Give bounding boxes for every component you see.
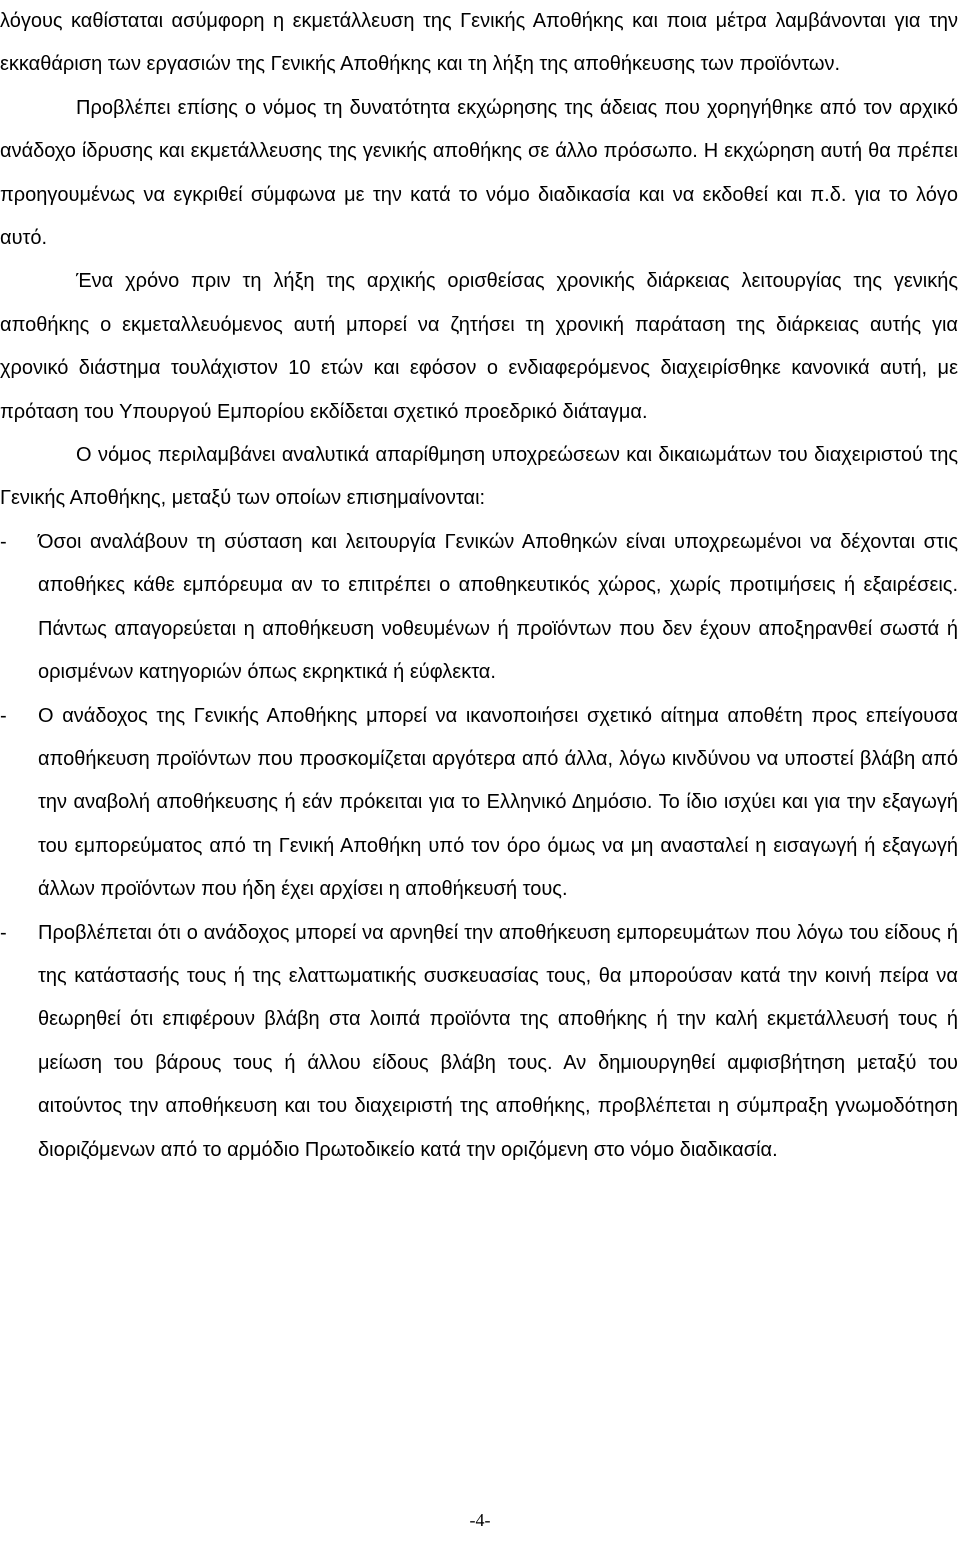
list-item-text: Προβλέπεται ότι ο ανάδοχος μπορεί να αρνηθεί την αποθήκευση εμπορευμάτων που λόγω του είδους ή της κατάστασής τους ή της ελαττωματικής συσκευασίας τους, θα μπορούσαν κατά την κοινή πείρα να θεωρηθεί ότι επιφέρουν βλάβη στα λοιπά προϊόντα της αποθήκης ή την καλή εκμετάλλευσή τους ή μείωση του βάρους τους ή άλλου είδους βλάβη τους. Αν δημιουργηθεί αμφισβήτηση μεταξύ του αιτούντος την αποθήκευση και του διαχειριστή της αποθήκης, προβλέπεται η σύμπραξη γνωμοδότηση διοριζόμενων από το αρμόδιο Πρωτοδικείο κατά την οριζόμενη στο νόμο διαδικασία. [38, 921, 958, 1161]
paragraph-obligations-intro: Ο νόμος περιλαμβάνει αναλυτικά απαρίθμηση υποχρεώσεων και δικαιωμάτων του διαχειριστού της Γενικής Αποθήκης, μεταξύ των οποίων επισημαίνονται: [0, 444, 958, 510]
page-number: -4- [469, 1510, 491, 1530]
obligations-list [0, 521, 958, 1172]
list-item [0, 912, 958, 1172]
list-item [0, 695, 958, 912]
list-item [0, 521, 958, 695]
bullet-marker: - [0, 530, 7, 553]
paragraph-duration-extension: Ένα χρόνο πριν τη λήξη της αρχικής ορισθείσας χρονικής διάρκειας λειτουργίας της γενικής αποθήκης ο εκμεταλλευόμενος αυτή μπορεί να ζητήσει τη χρονική παράταση της διάρκειας αυτής για χρονικό διάστημα τουλάχιστον 10 ετών και εφόσον ο ενδιαφερόμενος διαχειρίσθηκε κανονικά αυτή, με πρόταση του Υπουργού Εμπορίου εκδίδεται σχετικό προεδρικό διάταγμα. [0, 270, 958, 423]
paragraph-continued: λόγους καθίσταται ασύμφορη η εκμετάλλευση της Γενικής Αποθήκης και ποια μέτρα λαμβάνονται για την εκκαθάριση των εργασιών της Γενικής Αποθήκης και τη λήξη της αποθήκευσης των προϊόντων. [0, 10, 958, 76]
bullet-marker: - [0, 704, 7, 727]
list-item-text: Ο ανάδοχος της Γενικής Αποθήκης μπορεί να ικανοποιήσει σχετικό αίτημα αποθέτη προς επείγουσα αποθήκευση προϊόντων που προσκομίζεται αργότερα από άλλα, λόγω κινδύνου να υποστεί βλάβη από την αναβολή αποθήκευσης ή εάν πρόκειται για το Ελληνικό Δημόσιο. Το ίδιο ισχύει και για την εξαγωγή του εμπορεύματος από τη Γενική Αποθήκη υπό τον όρο όμως να μη ανασταλεί η εισαγωγή ή εξαγωγή άλλων προϊόντων που ήδη έχει αρχίσει η αποθήκευσή τους. [38, 704, 958, 901]
bullet-marker: - [0, 921, 7, 944]
list-item-text: Όσοι αναλάβουν τη σύσταση και λειτουργία Γενικών Αποθηκών είναι υποχρεωμένοι να δέχονται στις αποθήκες κάθε εμπόρευμα αν το επιτρέπει ο αποθηκευτικός χώρος, χωρίς προτιμήσεις ή εξαιρέσεις. Πάντως απαγορεύεται η αποθήκευση νοθευμένων ή προϊόντων που δεν έχουν αποξηρανθεί σωστά ή ορισμένων κατηγοριών όπως εκρηκτικά ή εύφλεκτα. [38, 530, 958, 684]
paragraph-license-transfer: Προβλέπει επίσης ο νόμος τη δυνατότητα εκχώρησης της άδειας που χορηγήθηκε από τον αρχικό ανάδοχο ίδρυσης και εκμετάλλευσης της γενικής αποθήκης σε άλλο πρόσωπο. Η εκχώρηση αυτή θα πρέπει προηγουμένως να εγκριθεί σύμφωνα με την κατά το νόμο διαδικασία και να εκδοθεί και π.δ. για το λόγο αυτό. [0, 96, 958, 250]
